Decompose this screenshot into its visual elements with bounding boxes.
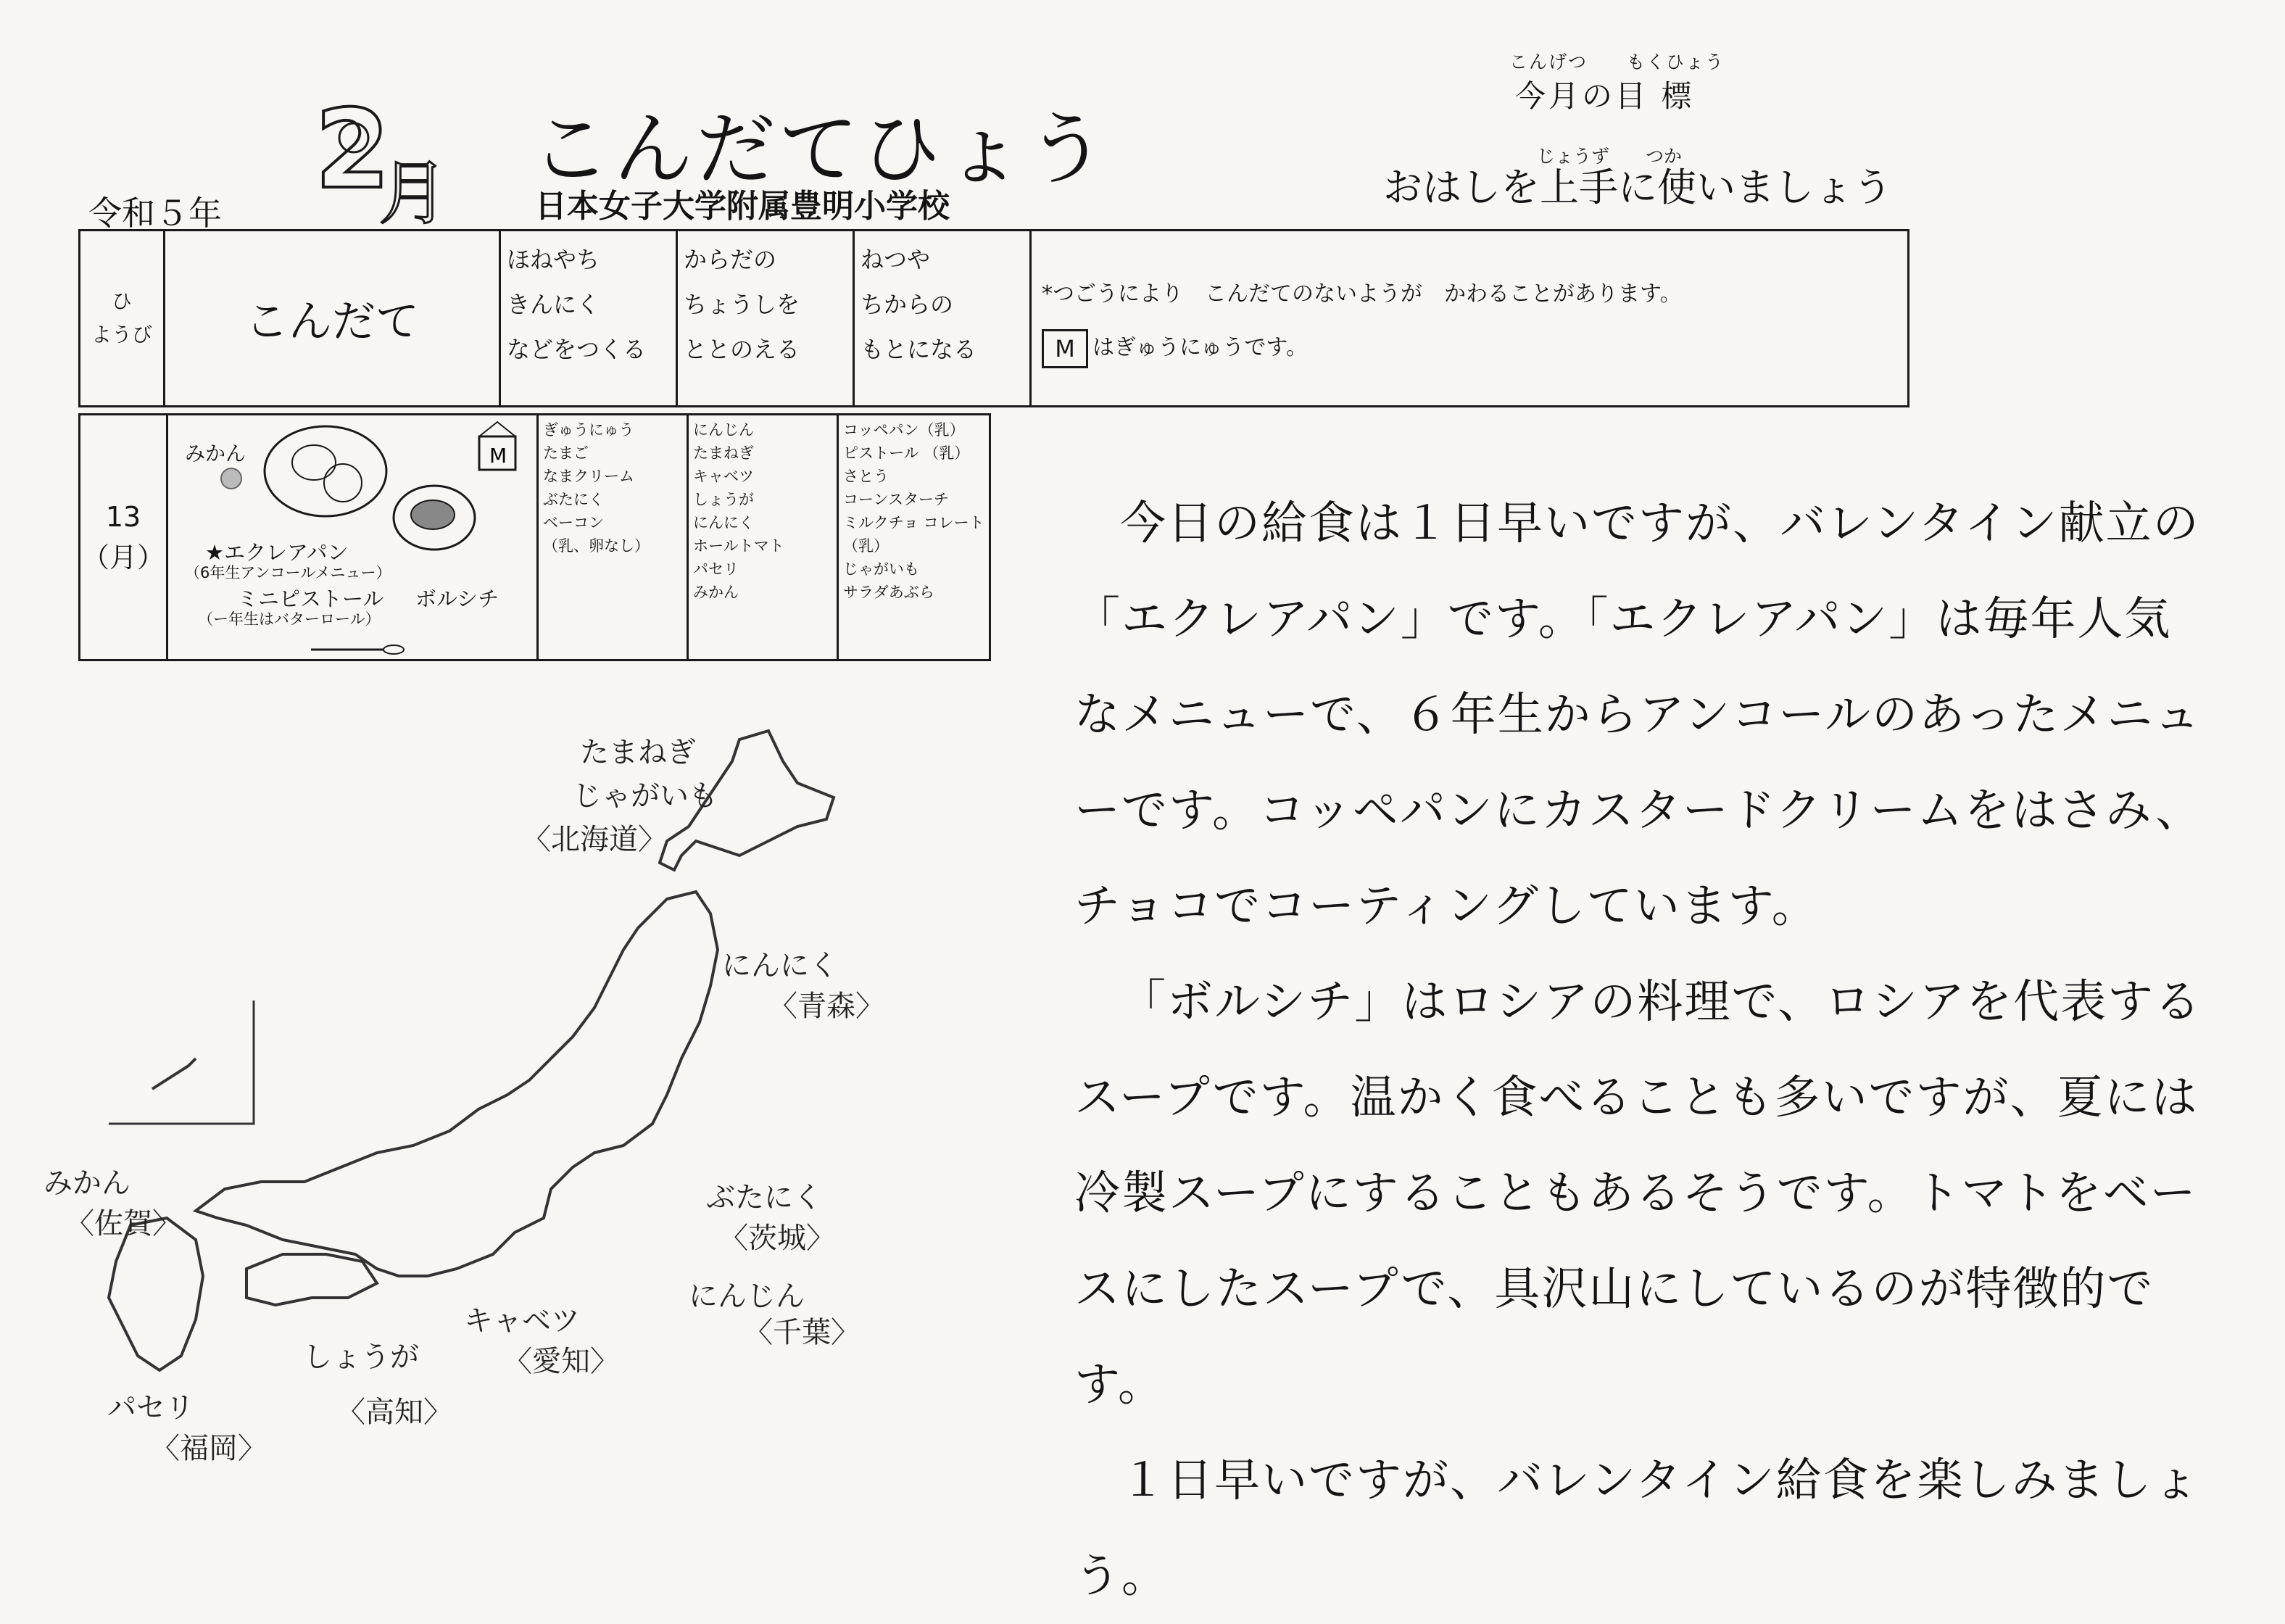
map-label-ibaraki: 〈茨城〉 xyxy=(719,1222,835,1255)
dish-main-note: （6年生アンコールメニュー） xyxy=(185,564,391,581)
milk-mark-icon: M xyxy=(489,444,507,468)
legend-group-building xyxy=(500,231,677,407)
month-kanji: 月 xyxy=(378,153,448,225)
okinawa-inset-frame xyxy=(109,1000,254,1124)
ingredient: サラダあぶら xyxy=(843,584,934,601)
ingredient: みかん xyxy=(693,584,739,601)
article-body xyxy=(1074,476,2205,1624)
milk-legend-text: はぎゅうにゅうです。 xyxy=(1092,335,1308,360)
era-year: 令和５年 xyxy=(88,194,222,233)
borscht-icon xyxy=(411,500,455,529)
map-label-kochi-item: しょうが xyxy=(303,1341,419,1374)
ingredient: たまご xyxy=(543,444,589,462)
ingredient: ぎゅうにゅう xyxy=(543,421,634,439)
eclair-bread-icon xyxy=(292,445,336,480)
menu-table xyxy=(78,413,991,661)
ingredient: （乳、卵なし） xyxy=(543,537,650,555)
legend-group-energy xyxy=(854,231,1031,407)
dish-main: ★エクレアパン xyxy=(205,540,349,565)
pistole-bread-icon xyxy=(324,464,362,502)
goal-text: おはしを上手に使いましょう xyxy=(1383,165,1892,210)
school-name: 日本女子大学附属豊明小学校 xyxy=(535,188,950,225)
month-number: 2 xyxy=(315,102,391,213)
ingredient: ホールトマト xyxy=(693,537,784,555)
legend-notes xyxy=(1031,231,1909,407)
group-line: などをつくる xyxy=(507,336,647,363)
map-label-ibaraki-item: ぶたにく xyxy=(706,1181,822,1214)
group-line: ねつや xyxy=(860,246,931,273)
map-label-fukuoka: 〈福岡〉 xyxy=(151,1432,267,1465)
map-label-hokkaido: 〈北海道〉 xyxy=(522,823,667,856)
group-line: ととのえる xyxy=(684,336,800,363)
milk-legend xyxy=(1042,321,1897,375)
ingredient: キャベツ xyxy=(693,468,754,485)
milk-mark-icon: M xyxy=(1042,329,1088,368)
legend-table xyxy=(78,229,1909,407)
legend-weekday-label: ようび xyxy=(91,323,152,347)
group-line: からだの xyxy=(684,246,777,273)
map-label-saga-item: みかん xyxy=(43,1167,130,1200)
map-label-chiba: 〈千葉〉 xyxy=(744,1316,860,1349)
map-label-hokkaido-items: たまねぎ xyxy=(580,736,696,769)
plate-icon xyxy=(265,426,386,516)
dish-side: ミニピストール xyxy=(237,587,384,611)
okinawa-islands xyxy=(152,1058,196,1089)
ingredients-energy xyxy=(838,415,990,660)
ingredient: にんにく xyxy=(693,514,754,531)
group-line: ほねやち xyxy=(507,246,600,273)
group-line: ちからの xyxy=(860,291,954,318)
map-label-fukuoka-item: パセリ xyxy=(107,1391,194,1425)
spoon-icon xyxy=(383,645,404,654)
legend-menu-label: こんだて xyxy=(165,231,500,407)
ingredient: ピストール （乳） xyxy=(843,444,970,462)
legend-group-regulating xyxy=(677,231,854,407)
article-paragraph-eclair: 今日の給食は１日早いですが、バレンタイン献立の「エクレアパン」です。「エクレアパン」は毎年人気なメニューで、６年生からアンコールのあったメニューです。コッペパンにカスタードクリームをはさみ、チョコでコーティングしています。 xyxy=(1074,497,2203,932)
menu-weekday: （月） xyxy=(81,542,165,573)
month-badge-drawing xyxy=(312,102,457,225)
map-label-saga: 〈佐賀〉 xyxy=(65,1207,181,1240)
menu-dishes-cell xyxy=(167,415,538,660)
month-badge xyxy=(312,102,457,225)
ingredient: コーンスターチ xyxy=(843,491,949,508)
goal-text-ruby: じょうず つか xyxy=(1537,146,1683,167)
dish-side-note: （ー年生はバターロール） xyxy=(198,610,381,628)
map-label-aichi-item: キャベツ xyxy=(464,1304,580,1338)
menu-date-cell xyxy=(80,415,167,660)
group-line: きんにく xyxy=(507,291,600,318)
ingredients-building xyxy=(538,415,688,660)
legend-day-cell xyxy=(80,231,165,407)
ingredient: ぶたにく xyxy=(543,491,604,508)
goal-heading-ruby: こんげつ もくひょう xyxy=(1509,51,1725,72)
map-label-aomori-item: にんにく xyxy=(722,949,838,982)
ingredient: にんじん xyxy=(693,421,754,439)
map-label-chiba-item: にんじん xyxy=(689,1280,805,1313)
article-paragraph-closing: １日早いですが、バレンタイン給食を楽しみましょう。 xyxy=(1074,1454,2200,1602)
mikan-icon xyxy=(221,468,241,489)
article-paragraph-borscht: 「ボルシチ」はロシアの料理で、ロシアを代表するスープです。温かく食べることも多いですが、夏には冷製スープにすることもあるそうです。トマトをベースにしたスープで、具沢山にしているのが特徴的です。 xyxy=(1074,975,2202,1411)
map-label-hokkaido-items-2: じゃがいも xyxy=(573,779,718,813)
milk-mark-roof xyxy=(479,422,515,436)
ingredient: さとう xyxy=(843,468,889,485)
menu-day: 13 xyxy=(105,501,141,533)
honshu-outline xyxy=(196,892,718,1276)
map-label-aomori: 〈青森〉 xyxy=(768,990,884,1023)
ingredient: たまねぎ xyxy=(693,444,754,462)
ingredient: なまクリーム xyxy=(543,468,634,485)
ingredient: ミルクチョ コレート xyxy=(843,514,984,531)
ingredients-regulating xyxy=(688,415,838,660)
change-notice: *つごうにより こんだてのないようが かわることがあります。 xyxy=(1042,281,1682,307)
dish-fruit: みかん xyxy=(185,442,246,465)
map-label-kochi: 〈高知〉 xyxy=(336,1396,452,1429)
map-label-aichi: 〈愛知〉 xyxy=(503,1345,619,1378)
ingredient: パセリ xyxy=(693,560,739,578)
shikoku-outline xyxy=(246,1254,377,1305)
ingredient: じゃがいも xyxy=(843,560,919,578)
legend-day-label: ひ xyxy=(111,289,132,313)
page-title: こんだてひょう xyxy=(531,103,1109,196)
ingredient: （乳） xyxy=(843,537,889,555)
group-line: ちょうしを xyxy=(684,291,800,318)
group-line: もとになる xyxy=(860,336,977,363)
dish-soup: ボルシチ xyxy=(415,587,499,611)
ingredient: しょうが xyxy=(693,491,754,508)
ingredient: コッペパン（乳） xyxy=(843,421,965,439)
ingredient: ベーコン xyxy=(543,514,604,531)
goal-heading: 今月の目 標 xyxy=(1515,78,1695,114)
